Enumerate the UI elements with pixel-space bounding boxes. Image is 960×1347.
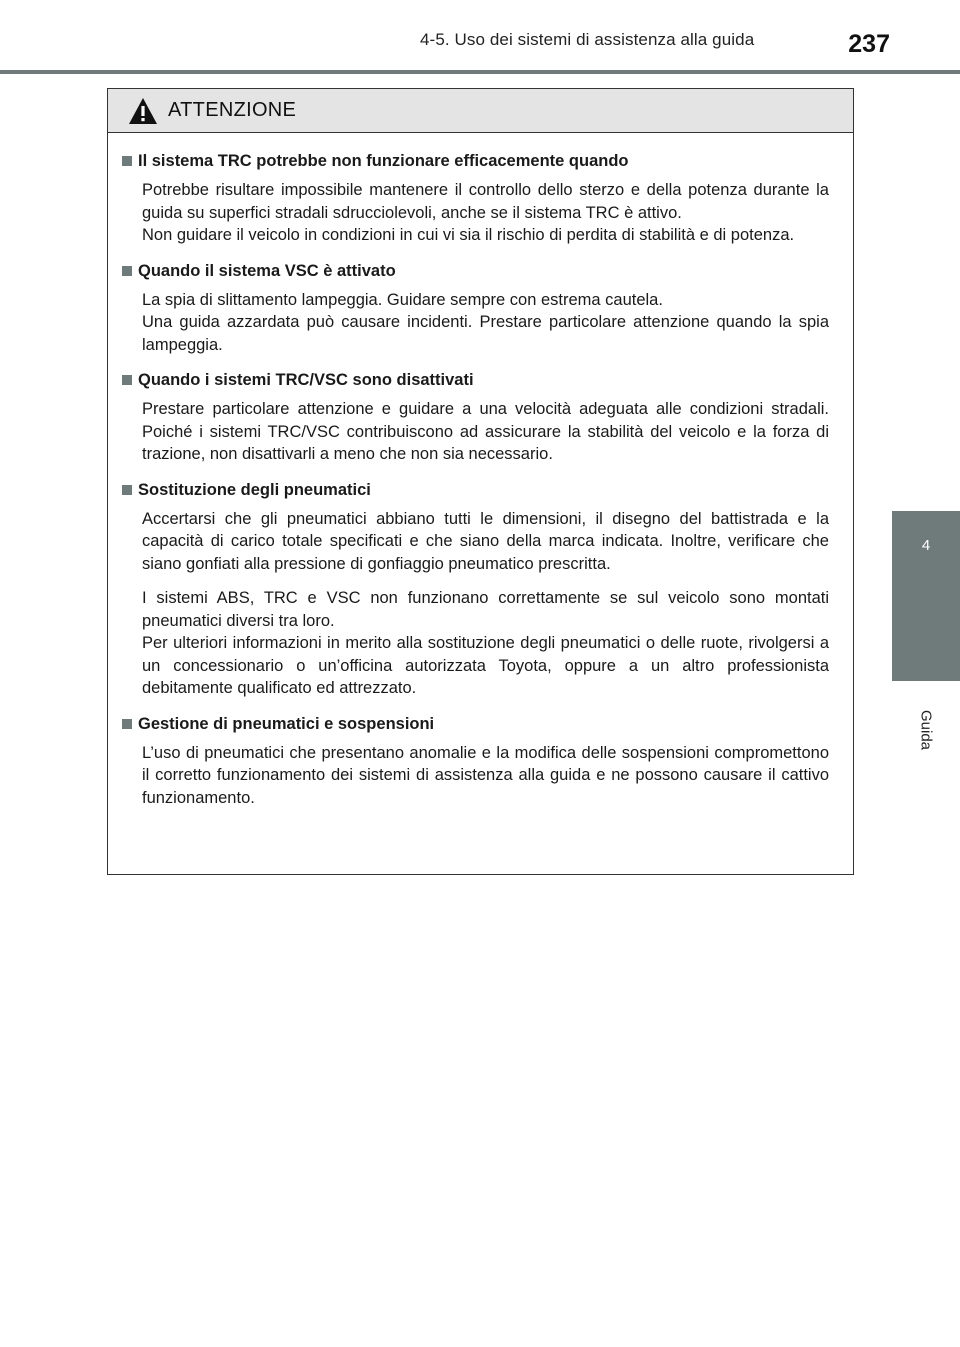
section-title bbox=[122, 149, 829, 173]
section-title-text: Quando i sistemi TRC/VSC sono disattivati bbox=[138, 371, 474, 389]
warning-box bbox=[107, 88, 854, 875]
chapter-label-wrap bbox=[892, 700, 960, 760]
square-bullet-icon bbox=[122, 719, 132, 729]
chapter-number: 4 bbox=[921, 537, 931, 554]
section-title bbox=[122, 478, 829, 502]
square-bullet-icon bbox=[122, 156, 132, 166]
square-bullet-icon bbox=[122, 485, 132, 495]
page-number: 237 bbox=[848, 30, 890, 58]
running-header: 4-5. Uso dei sistemi di assistenza alla guida bbox=[420, 30, 755, 49]
section-paragraph: Non guidare il veicolo in condizioni in cui vi sia il rischio di perdita di stabilità e di potenza. bbox=[142, 226, 795, 244]
section-title bbox=[122, 259, 829, 283]
section-title-text: Sostituzione degli pneumatici bbox=[138, 480, 371, 499]
warning-title: ATTENZIONE bbox=[168, 99, 297, 121]
chapter-tab bbox=[892, 511, 960, 681]
section-paragraph: Per ulteriori informazioni in merito alla sostituzione degli pneumatici o delle ruote, rivolgersi a un concessionario o un’officina autorizzata Toyota, oppure a un altro professionista debitamente qualificato ed attrezzato. bbox=[142, 634, 829, 697]
section-title-text: Il sistema TRC potrebbe non funzionare efficacemente quando bbox=[138, 152, 629, 170]
warning-header bbox=[108, 89, 853, 133]
section-paragraph: Una guida azzardata può causare incidenti. Prestare particolare attenzione quando la spia lampeggia. bbox=[142, 313, 829, 354]
section-title bbox=[122, 712, 829, 736]
chapter-label: Guida bbox=[917, 709, 935, 751]
warning-section bbox=[122, 712, 829, 810]
warning-section bbox=[122, 368, 829, 466]
section-paragraph: I sistemi ABS, TRC e VSC non funzionano correttamente se sul veicolo sono montati pneumatici diversi tra loro. bbox=[142, 589, 829, 630]
section-paragraph: La spia di slittamento lampeggia. Guidare sempre con estrema cautela. bbox=[142, 290, 663, 309]
section-paragraph: L’uso di pneumatici che presentano anomalie e la modifica delle sospensioni compromettono il corretto funzionamento dei sistemi di assistenza alla guida e ne possono causare il cattivo funzionamento. bbox=[142, 743, 829, 807]
section-paragraph: Accertarsi che gli pneumatici abbiano tutti le dimensioni, il disegno del battistrada e la capacità di carico totale specificati e che siano della marca indicata. Inoltre, verificare che siano gonfiati alla pressione di gonfiaggio pneumatico prescritta. bbox=[142, 509, 829, 573]
section-title-text: Quando il sistema VSC è attivato bbox=[138, 261, 396, 280]
square-bullet-icon bbox=[122, 266, 132, 276]
warning-body bbox=[108, 133, 853, 809]
warning-section bbox=[122, 478, 829, 700]
section-title bbox=[122, 368, 829, 392]
section-title-text: Gestione di pneumatici e sospensioni bbox=[138, 714, 435, 733]
square-bullet-icon bbox=[122, 375, 132, 385]
warning-section bbox=[122, 149, 829, 247]
section-paragraph: Potrebbe risultare impossibile mantenere il controllo dello sterzo e della potenza durante la guida su superfici stradali sdrucciolevoli, anche se il sistema TRC è attivo. bbox=[142, 181, 829, 222]
warning-section bbox=[122, 259, 829, 357]
warning-triangle-icon bbox=[128, 97, 158, 125]
section-paragraph: Prestare particolare attenzione e guidare a una velocità adeguata alle condizioni stradali. Poiché i sistemi TRC/VSC contribuiscono ad assicurare la stabilità del veicolo e la forza di trazione, non disattivarli a meno che non sia necessario. bbox=[142, 400, 829, 463]
header-rule bbox=[0, 70, 960, 74]
